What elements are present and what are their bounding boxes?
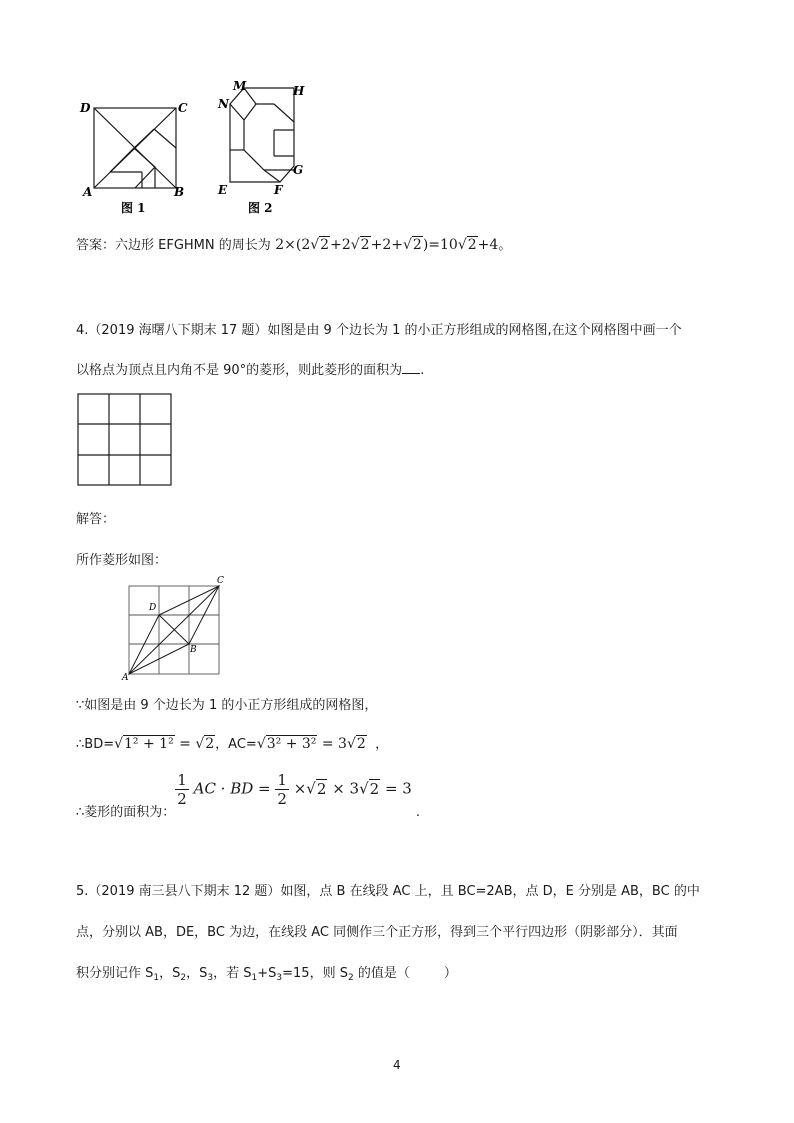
q4-grid-figure xyxy=(77,393,173,487)
fig2-caption: 图 2 xyxy=(248,201,273,215)
q4-grid-border xyxy=(78,394,171,485)
fig2-label-n: N xyxy=(218,97,229,111)
q4-label-a: A xyxy=(122,673,129,682)
q4-area-line: ∴菱形的面积为： $\frac{1}{2}$ AC · BD = $\frac{1}{2}$ ×√2 × 3√2 = 3. xyxy=(76,771,420,820)
fig1-tri-line-2 xyxy=(134,129,154,148)
fig1-inner-square xyxy=(110,148,155,188)
fig1-label-b: B xyxy=(174,185,185,199)
q4-label-c: C xyxy=(217,576,224,586)
fig1-label-d: D xyxy=(80,101,91,115)
fig2-label-f: F xyxy=(274,183,283,197)
fig1-caption: 图 1 xyxy=(121,201,146,215)
q4-made-label: 所作菱形如图： xyxy=(76,553,168,568)
q4-solution-label: 解答： xyxy=(76,512,116,527)
q4-answer-blank xyxy=(402,361,420,374)
answer-3-text: 答案：六边形 EFGHMN 的周长为 xyxy=(76,238,271,253)
q4-since-line: ∵如图是由 9 个边长为 1 的小正方形组成的网格图， xyxy=(76,698,378,713)
q5-line-3: 积分别记作 $S_1$，$S_2$，$S_3$，若 $S_1+S_3=15$，则 $S_2$ 的值是（ ） xyxy=(76,966,457,983)
figure-2 xyxy=(214,78,314,218)
fig2-line-a xyxy=(230,104,244,120)
q4-line-1: 4.（2019 海曙八下期末 17 题）如图是由 9 个边长为 1 的小正方形组成的网格图,在这个网格图中画一个 xyxy=(76,323,682,338)
fig2-line-c xyxy=(244,104,256,120)
q4-label-d: D xyxy=(149,603,157,613)
fig2-label-g: G xyxy=(293,163,304,177)
fig1-tri-line xyxy=(154,129,176,148)
figure-1 xyxy=(78,96,193,220)
q4-rhombus-figure xyxy=(120,574,232,682)
fig2-line-e xyxy=(274,104,294,122)
q4-line-2: 以格点为顶点且内角不是 90°的菱形，则此菱形的面积为 . xyxy=(76,363,425,378)
q5-line-1: 5.（2019 南三县八下期末 12 题）如图，点 B 在线段 AC 上，且 BC=2AB，点 D，E 分别是 AB，BC 的中 xyxy=(76,884,700,899)
page-number: 4 xyxy=(393,1058,401,1072)
q4-bd-ac-line: ∴BD=√1² + 1² = √2，AC=√3² + 3² = 3√2 ， xyxy=(76,736,389,752)
fig1-label-c: C xyxy=(178,101,188,115)
answer-3-end: 。 xyxy=(498,238,512,253)
fig2-label-e: E xyxy=(218,183,228,197)
fig2-label-h: H xyxy=(293,84,305,98)
q4-label-b: B xyxy=(190,645,197,655)
q5-line-2: 点，分别以 AB，DE，BC 为边，在线段 AC 同侧作三个正方形，得到三个平行四边形（阴影部分）．其面 xyxy=(76,925,678,940)
answer-3-formula: 2×(2√2+2√2+2+√2)=10√2+4 xyxy=(275,237,499,253)
fig2-line-g xyxy=(244,150,264,170)
fig2-line-h xyxy=(264,170,280,182)
answer-3-line xyxy=(76,234,511,253)
fig1-label-a: A xyxy=(83,185,93,199)
fig2-label-m: M xyxy=(233,79,247,93)
